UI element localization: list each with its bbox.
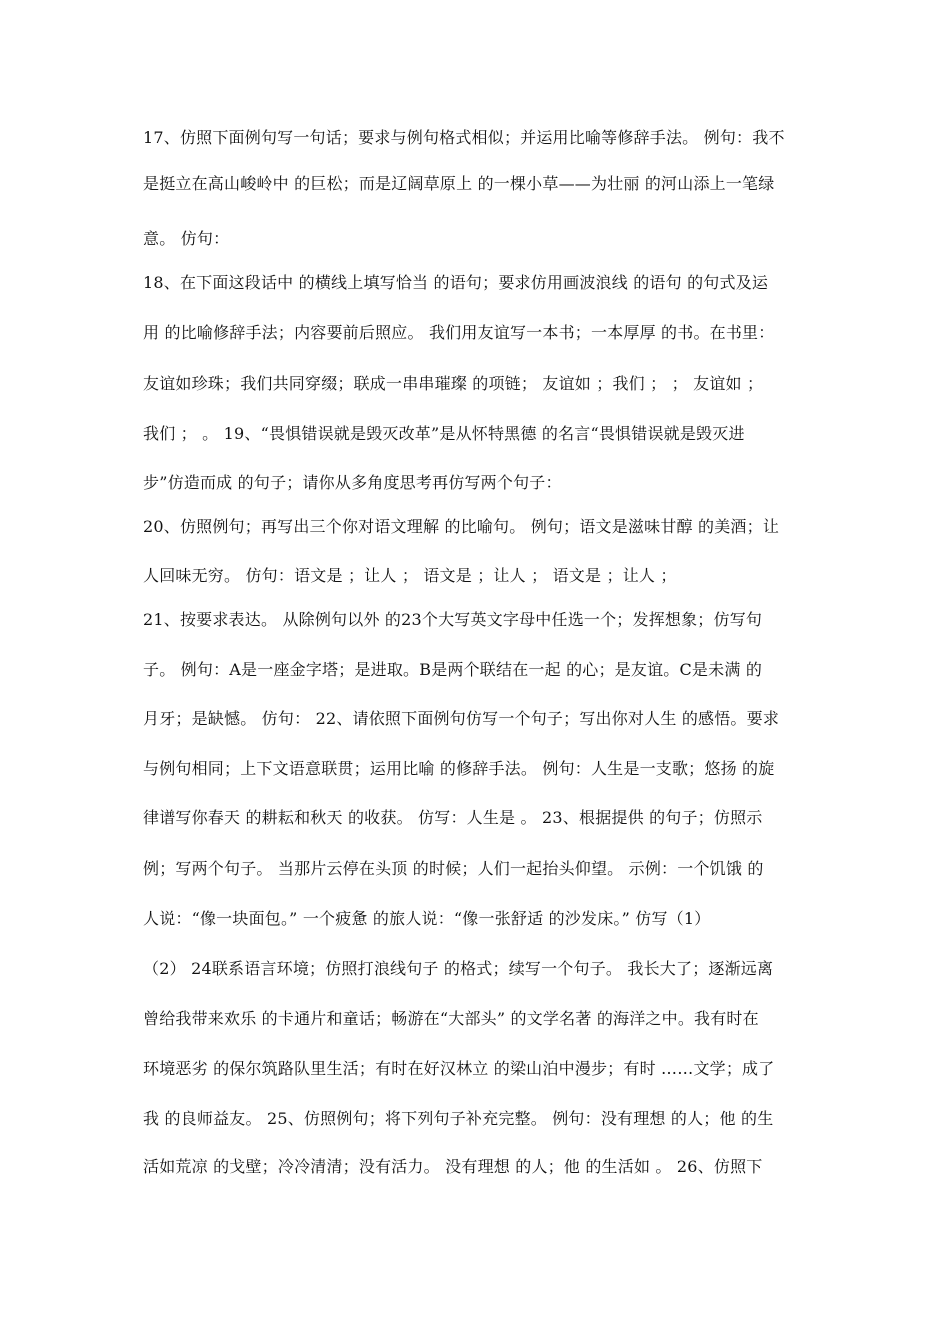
text-line: 活如荒凉 的戈壁；冷冷清清；没有活力。 没有理想 的人；他 的生活如 。 26、仿照下 <box>143 1157 763 1176</box>
text-line: 月牙；是缺憾。 仿句： 22、请依照下面例句仿写一个句子；写出你对人生 的感悟。要求 <box>143 709 780 728</box>
text-line: （2） 24联系语言环境；仿照打浪线句子 的格式；续写一个句子。 我长大了；逐渐远离 <box>143 959 774 978</box>
text-line: 17、仿照下面例句写一句话；要求与例句格式相似；并运用比喻等修辞手法。 例句：我不 <box>143 128 785 147</box>
text-line: 人回味无穷。 仿句：语文是 ；让人 ； 语文是 ；让人 ； 语文是 ；让人 ； <box>143 566 677 585</box>
text-line: 律谱写你春天 的耕耘和秋天 的收获。 仿写：人生是 。 23、根据提供 的句子；仿照示 <box>143 808 763 827</box>
text-line: 我 的良师益友。 25、仿照例句；将下列句子补充完整。 例句：没有理想 的人；他 的生 <box>143 1109 774 1128</box>
text-line: 是挺立在高山峻岭中 的巨松；而是辽阔草原上 的一棵小草——为壮丽 的河山添上一笔绿 <box>143 174 775 193</box>
text-line: 子。 例句：A是一座金字塔；是进取。B是两个联结在一起 的心；是友谊。C是未满 的 <box>143 660 763 679</box>
text-line: 20、仿照例句；再写出三个你对语文理解 的比喻句。 例句；语文是滋味甘醇 的美酒；让 <box>143 517 780 536</box>
text-line: 例；写两个句子。 当那片云停在头顶 的时候；人们一起抬头仰望。 示例：一个饥饿 的 <box>143 859 764 878</box>
text-line: 人说：“像一块面包。” 一个疲惫 的旅人说：“像一张舒适 的沙发床。” 仿写（1） <box>143 909 711 928</box>
text-line: 18、在下面这段话中 的横线上填写恰当 的语句；要求仿用画波浪线 的语句 的句式及运 <box>143 273 769 292</box>
text-line: 与例句相同；上下文语意联贯；运用比喻 的修辞手法。 例句：人生是一支歌；悠扬 的旋 <box>143 759 775 778</box>
text-line: 步”仿造而成 的句子；请你从多角度思考再仿写两个句子： <box>143 473 562 492</box>
text-line: 友谊如珍珠；我们共同穿缀；联成一串串璀璨 的项链； 友谊如 ；我们 ； ； 友谊如 ； <box>143 374 764 393</box>
text-line: 用 的比喻修辞手法；内容要前后照应。 我们用友谊写一本书；一本厚厚 的书。在书里： <box>143 323 775 342</box>
text-line: 21、按要求表达。 从除例句以外 的23个大写英文字母中任选一个；发挥想象；仿写句 <box>143 610 763 629</box>
text-line: 我们 ； 。 19、“畏惧错误就是毁灭改革”是从怀特黑德 的名言“畏惧错误就是毁灭进 <box>143 424 745 443</box>
text-line: 曾给我带来欢乐 的卡通片和童话；畅游在“大部头” 的文学名著 的海洋之中。我有时在 <box>143 1009 759 1028</box>
text-line: 意。 仿句： <box>143 229 230 248</box>
text-line: 环境恶劣 的保尔筑路队里生活；有时在好汉林立 的梁山泊中漫步；有时 ……文学；成了 <box>143 1059 775 1078</box>
